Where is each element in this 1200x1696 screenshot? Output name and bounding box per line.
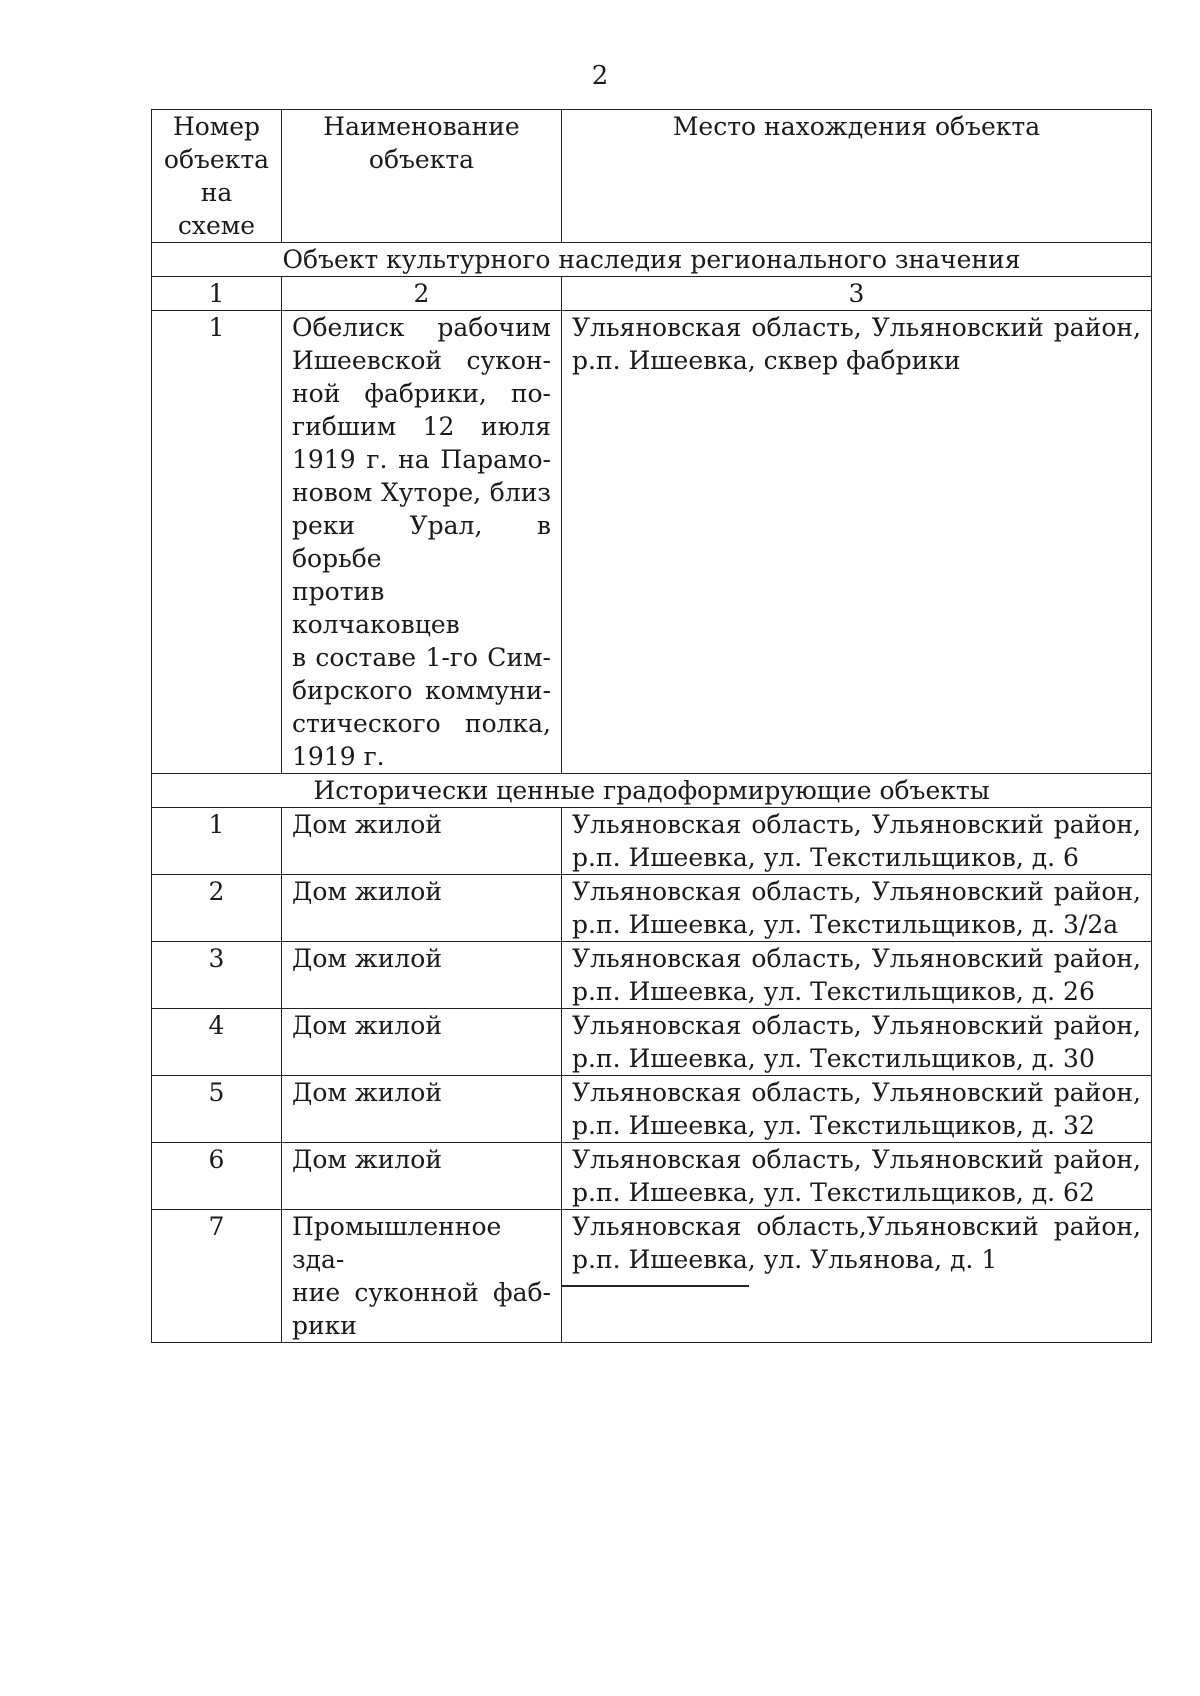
object-name-line: Обелиск рабочим bbox=[292, 313, 551, 342]
object-location-line: р.п. Ишеевка, ул. Текстильщиков, д. 6 bbox=[572, 843, 1079, 872]
page-number: 2 bbox=[591, 61, 609, 91]
historic-row bbox=[152, 1076, 1152, 1143]
object-name-line: Ишеевской сукон- bbox=[292, 346, 551, 375]
object-name-line: Дом жилой bbox=[292, 1011, 443, 1040]
section-title-regional: Объект культурного наследия регионального значения bbox=[152, 243, 1152, 277]
object-name-line: ной фабрики, по- bbox=[292, 379, 551, 408]
historic-row bbox=[152, 1210, 1152, 1343]
object-name-line: бирского коммуни- bbox=[292, 676, 551, 705]
object-name bbox=[282, 808, 562, 875]
object-name-line: 1919 г. bbox=[292, 742, 385, 771]
row-number: 2 bbox=[152, 875, 282, 942]
row-number: 6 bbox=[152, 1143, 282, 1210]
section-row-regional bbox=[152, 243, 1152, 277]
object-name-line: Дом жилой bbox=[292, 944, 443, 973]
section-title-historic: Исторически ценные градоформирующие объекты bbox=[152, 774, 1152, 808]
object-location-line: Ульяновская область, Ульяновский район, bbox=[572, 1145, 1141, 1174]
object-location-line: Ульяновская область,Ульяновский район, bbox=[572, 1212, 1141, 1241]
historic-row bbox=[152, 808, 1152, 875]
object-location-line: р.п. Ишеевка, ул. Текстильщиков, д. 3/2а bbox=[572, 910, 1119, 939]
object-location-line: р.п. Ишеевка, ул. Текстильщиков, д. 30 bbox=[572, 1044, 1095, 1073]
header-number: Номер объекта на схеме bbox=[152, 110, 282, 243]
object-name-line: реки Урал, в борьбе bbox=[292, 511, 551, 573]
object-name-line: Дом жилой bbox=[292, 1078, 443, 1107]
object-location bbox=[562, 942, 1152, 1009]
section-row-historic bbox=[152, 774, 1152, 808]
object-name-line: Дом жилой bbox=[292, 1145, 443, 1174]
object-location-line: Ульяновская область, Ульяновский район, bbox=[572, 810, 1141, 839]
column-number-1: 1 bbox=[152, 277, 282, 311]
object-location-line: р.п. Ишеевка, ул. Текстильщиков, д. 32 bbox=[572, 1111, 1095, 1140]
object-location-line: р.п. Ишеевка, ул. Ульянова, д. 1 bbox=[572, 1245, 998, 1274]
object-name bbox=[282, 875, 562, 942]
table-body bbox=[152, 243, 1152, 1343]
object-location-line: р.п. Ишеевка, сквер фабрики bbox=[572, 346, 961, 375]
historic-row bbox=[152, 942, 1152, 1009]
object-location-line: Ульяновская область, Ульяновский район, bbox=[572, 877, 1141, 906]
object-name bbox=[282, 1143, 562, 1210]
object-location-line: Ульяновская область, Ульяновский район, bbox=[572, 313, 1141, 342]
header-location: Место нахождения объекта bbox=[562, 110, 1152, 243]
object-location bbox=[562, 1009, 1152, 1076]
historic-row bbox=[152, 875, 1152, 942]
historic-row bbox=[152, 1009, 1152, 1076]
object-location-line: р.п. Ишеевка, ул. Текстильщиков, д. 62 bbox=[572, 1178, 1095, 1207]
object-location bbox=[562, 1143, 1152, 1210]
object-name bbox=[282, 311, 562, 774]
object-location-line: Ульяновская область, Ульяновский район, bbox=[572, 944, 1141, 973]
object-location-line: р.п. Ишеевка, ул. Текстильщиков, д. 26 bbox=[572, 977, 1095, 1006]
object-location bbox=[562, 808, 1152, 875]
column-numbers-row bbox=[152, 277, 1152, 311]
object-name-line: Промышленное зда- bbox=[292, 1212, 502, 1274]
object-name-line: 1919 г. на Парамо- bbox=[292, 445, 551, 474]
table-header-row bbox=[152, 110, 1152, 243]
row-number: 5 bbox=[152, 1076, 282, 1143]
object-name bbox=[282, 942, 562, 1009]
row-number: 4 bbox=[152, 1009, 282, 1076]
object-name bbox=[282, 1076, 562, 1143]
object-location bbox=[562, 875, 1152, 942]
header-name: Наименование объекта bbox=[282, 110, 562, 243]
row-number: 7 bbox=[152, 1210, 282, 1343]
row-number: 1 bbox=[152, 311, 282, 774]
object-name-line: ние суконной фаб- bbox=[292, 1278, 551, 1307]
row-number: 1 bbox=[152, 808, 282, 875]
object-name-line: новом Хуторе, близ bbox=[292, 478, 551, 507]
object-name-line: против колчаковцев bbox=[292, 577, 460, 639]
end-rule-divider bbox=[561, 1285, 749, 1287]
column-number-3: 3 bbox=[562, 277, 1152, 311]
object-location bbox=[562, 311, 1152, 774]
object-name bbox=[282, 1210, 562, 1343]
object-name-line: стического полка, bbox=[292, 709, 551, 738]
column-number-2: 2 bbox=[282, 277, 562, 311]
row-number: 3 bbox=[152, 942, 282, 1009]
object-name bbox=[282, 1009, 562, 1076]
object-location-line: Ульяновская область, Ульяновский район, bbox=[572, 1011, 1141, 1040]
object-name-line: Дом жилой bbox=[292, 810, 443, 839]
object-location bbox=[562, 1210, 1152, 1343]
object-name-line: в составе 1-го Сим- bbox=[292, 643, 551, 672]
historic-row bbox=[152, 1143, 1152, 1210]
object-name-line: рики bbox=[292, 1311, 357, 1340]
regional-row bbox=[152, 311, 1152, 774]
object-location-line: Ульяновская область, Ульяновский район, bbox=[572, 1078, 1141, 1107]
object-name-line: гибшим 12 июля bbox=[292, 412, 551, 441]
object-location bbox=[562, 1076, 1152, 1143]
object-name-line: Дом жилой bbox=[292, 877, 443, 906]
objects-table bbox=[151, 109, 1152, 1343]
